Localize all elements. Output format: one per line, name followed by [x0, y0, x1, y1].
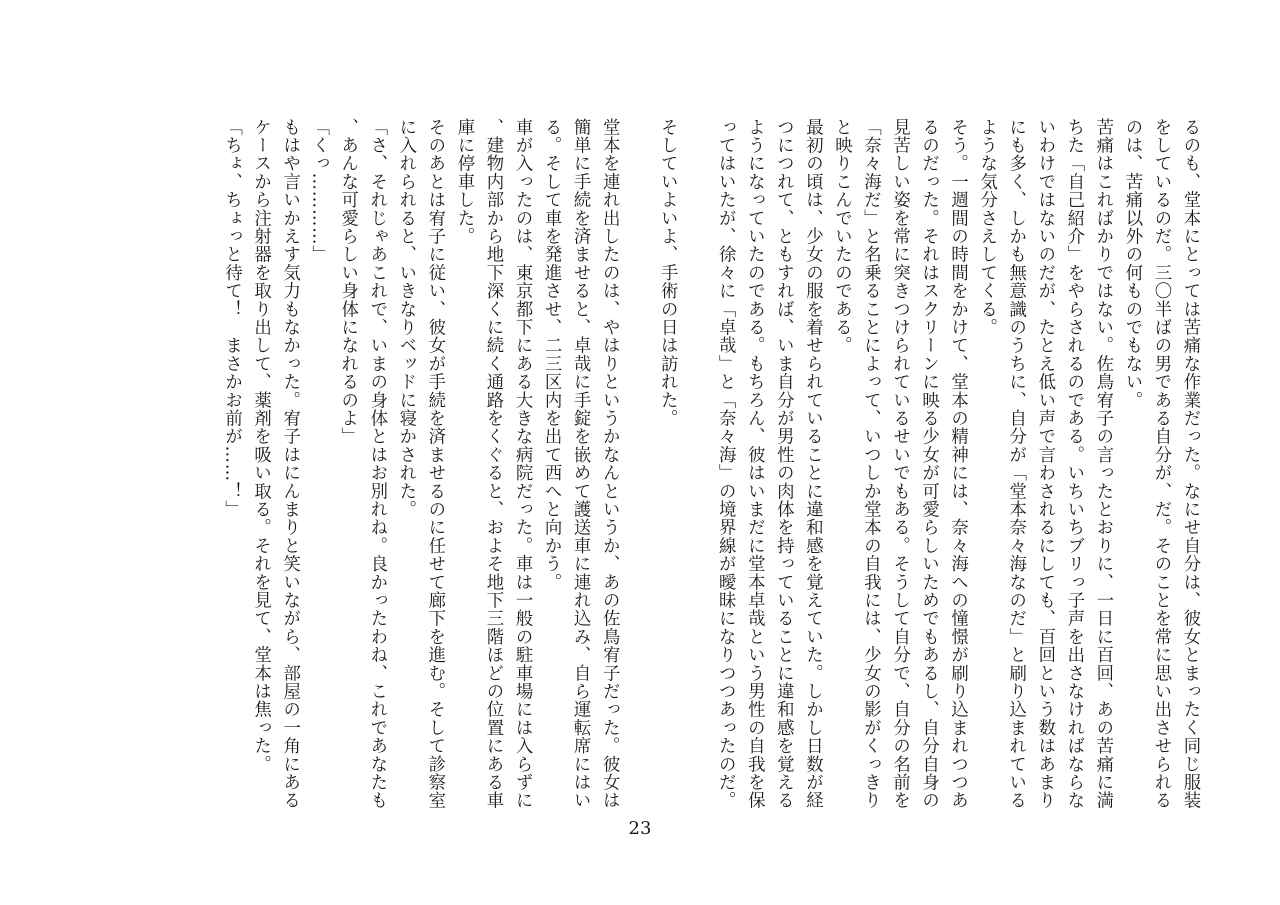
paragraph: 最初の頃は、少女の服を着せられていることに違和感を覚えていた。しかし日数が経つにつれて、ともすれば、いま自分が男性の肉体を持っていることに違和感を覚えるようになっていたのである。もちろん、彼はいまだに堂本卓哉という男性の自我を保ってはいたが、徐々に「卓哉」と「奈々海」の境界線が曖昧になりつつあったのだ。 — [715, 118, 823, 810]
paragraph: そう。一週間の時間をかけて、堂本の精神には、奈々海への憧憬が刷り込まれつつあるのだった。それはスクリーンに映る少女が可愛らしいためでもあるし、自分自身の見苦しい姿を常に突きつけられているせいでもある。そうして自分で、自分の名前を「奈々海だ」と名乗ることによって、いつしか堂本の自我には、少女の影がくっきりと映りこんでいたのである。 — [831, 118, 968, 810]
dialogue-line: 「さ、それじゃあこれで、いまの身体とはお別れね。良かったわね、これであなたも、あんな可愛らしい身体になれるのよ」 — [337, 118, 387, 810]
paragraph: るのも、堂本にとっては苦痛な作業だった。なにせ自分は、彼女とまったく同じ服装をしているのだ。三〇半ばの男である自分が、だ。そのことを常に思い出させられるのは、苦痛以外の何ものでもない。 — [1121, 118, 1200, 810]
paragraph: 堂本を連れ出したのは、やはりというかなんというか、あの佐鳥宥子だった。彼女は簡単に手続を済ませると、卓哉に手錠を嵌めて護送車に連れ込み、自ら運転席にはいる。そして車を発進させ、二三区内を出て西へと向かう。 — [541, 118, 620, 810]
blank-line — [681, 118, 710, 813]
paragraph: もはや言いかえす気力もなかった。宥子はにんまりと笑いながら、部屋の一角にあるケースから注射器を取り出して、薬剤を吸い取る。それを見て、堂本は焦った。 — [250, 118, 300, 810]
page-number: 23 — [628, 818, 652, 839]
dialogue-line: 「くっ…………」 — [308, 118, 329, 264]
paragraph: 苦痛はこればかりではない。佐鳥宥子の言ったとおりに、一日に百回、あの苦痛に満ちた「自己紹介」をやらされるのである。いちいちブリっ子声を出さなければならないわけではないのだが、たとえ低い声で言わされるにしても、百回という数はあまりにも多く、しかも無意識のうちに、自分が「堂本奈々海なのだ」と刷り込まれているような気分さえしてくる。 — [976, 118, 1113, 810]
paragraph: そのあとは宥子に従い、彼女が手続を済ませるのに任せて廊下を進む。そして診察室に入れられると、いきなりベッドに寝かされた。 — [395, 118, 445, 810]
paragraph: 車が入ったのは、東京都下にある大きな病院だった。車は一般の駐車場には入らずに、建物内部から地下深くに続く通路をくぐると、およそ地下三階ほどの位置にある車庫に停車した。 — [453, 118, 533, 810]
vertical-text-body — [74, 118, 1204, 813]
dialogue-line: 「ちょ、ちょっと待て！ まさかお前が……！」 — [221, 118, 242, 519]
paragraph: そしていよいよ、手術の日は訪れた。 — [657, 118, 678, 428]
blank-line — [623, 118, 652, 813]
